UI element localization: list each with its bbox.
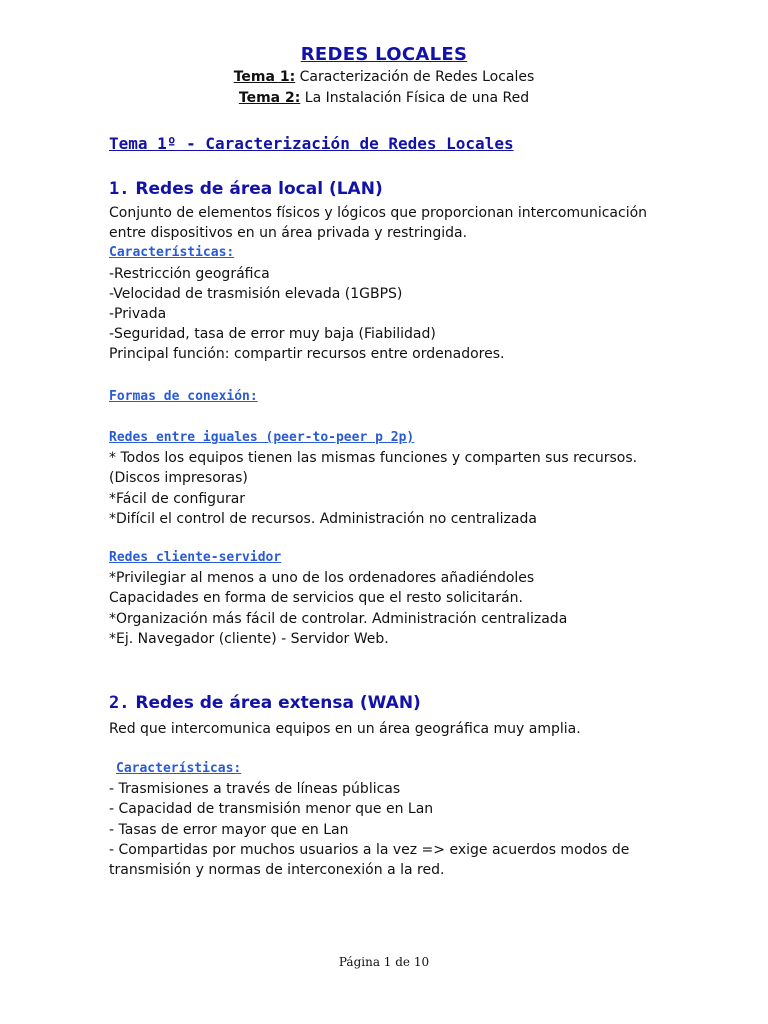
- list-item: *Organización más fácil de controlar. Administración centralizada: [109, 610, 568, 627]
- list-item: - Compartidas por muchos usuarios a la vez => exige acuerdos modos de: [109, 841, 630, 858]
- toc-item-tema-2: [0, 90, 768, 106]
- toc-text: La Instalación Física de una Red: [304, 90, 530, 106]
- lan-caracteristicas-label: Características:: [109, 245, 235, 261]
- list-item: -Seguridad, tasa de error muy baja (Fiabilidad): [109, 326, 436, 343]
- section-number: 2.: [109, 693, 130, 713]
- list-item: *Ej. Navegador (cliente) - Servidor Web.: [109, 630, 389, 647]
- paragraph-line: Conjunto de elementos físicos y lógicos que proporcionan intercomunicación: [109, 205, 648, 221]
- p2p-section: [109, 428, 669, 529]
- document-title: REDES LOCALES: [300, 44, 468, 65]
- section-wan-heading: [109, 693, 421, 713]
- section-number: 1.: [109, 179, 130, 199]
- toc-item-tema-1: [0, 69, 768, 85]
- wan-caracteristicas-label: Características:: [116, 761, 242, 776]
- lan-intro: [109, 203, 669, 365]
- toc-label: Tema 1:: [233, 69, 296, 85]
- list-item: - Capacidad de transmisión menor que en Lan: [109, 801, 434, 818]
- toc-text: Caracterización de Redes Locales: [299, 69, 535, 85]
- list-item: *Privilegiar al menos a uno de los ordenadores añadiéndoles: [109, 570, 535, 587]
- wan-caracteristicas: [109, 759, 669, 880]
- formas-conexion: [109, 387, 669, 407]
- wan-intro: [109, 719, 669, 739]
- list-item: - Tasas de error mayor que en Lan: [109, 821, 349, 838]
- list-item: *Fácil de configurar: [109, 490, 246, 507]
- paragraph-line: Red que intercomunica equipos en un área geográfica muy amplia.: [109, 721, 581, 737]
- list-item: (Discos impresoras): [109, 470, 248, 487]
- list-item: -Privada: [109, 306, 167, 323]
- section-lan-heading: [109, 179, 383, 199]
- section-title: Redes de área extensa (WAN): [135, 693, 421, 713]
- list-item: -Restricción geográfica: [109, 265, 270, 282]
- list-item: transmisión y normas de interconexión a la red.: [109, 862, 445, 879]
- list-item: -Velocidad de trasmisión elevada (1GBPS): [109, 285, 403, 302]
- tema-1-heading: Tema 1º - Caracterización de Redes Locales: [109, 134, 514, 153]
- paragraph-line: entre dispositivos en un área privada y restringida.: [109, 225, 468, 242]
- cs-section: [109, 548, 669, 649]
- cs-label: Redes cliente-servidor: [109, 550, 282, 565]
- page-number: Página 1 de 10: [338, 955, 430, 969]
- formas-conexion-label: Formas de conexión:: [109, 389, 258, 404]
- list-item: *Difícil el control de recursos. Administración no centralizada: [109, 510, 537, 527]
- list-item: Capacidades en forma de servicios que el resto solicitarán.: [109, 590, 523, 607]
- p2p-label: Redes entre iguales (peer-to-peer p 2p): [109, 430, 415, 445]
- list-item: Principal función: compartir recursos entre ordenadores.: [109, 346, 505, 363]
- list-item: - Trasmisiones a través de líneas públicas: [109, 781, 401, 798]
- toc-label: Tema 2:: [238, 90, 301, 106]
- list-item: * Todos los equipos tienen las mismas funciones y comparten sus recursos.: [109, 450, 638, 467]
- section-title: Redes de área local (LAN): [135, 179, 383, 199]
